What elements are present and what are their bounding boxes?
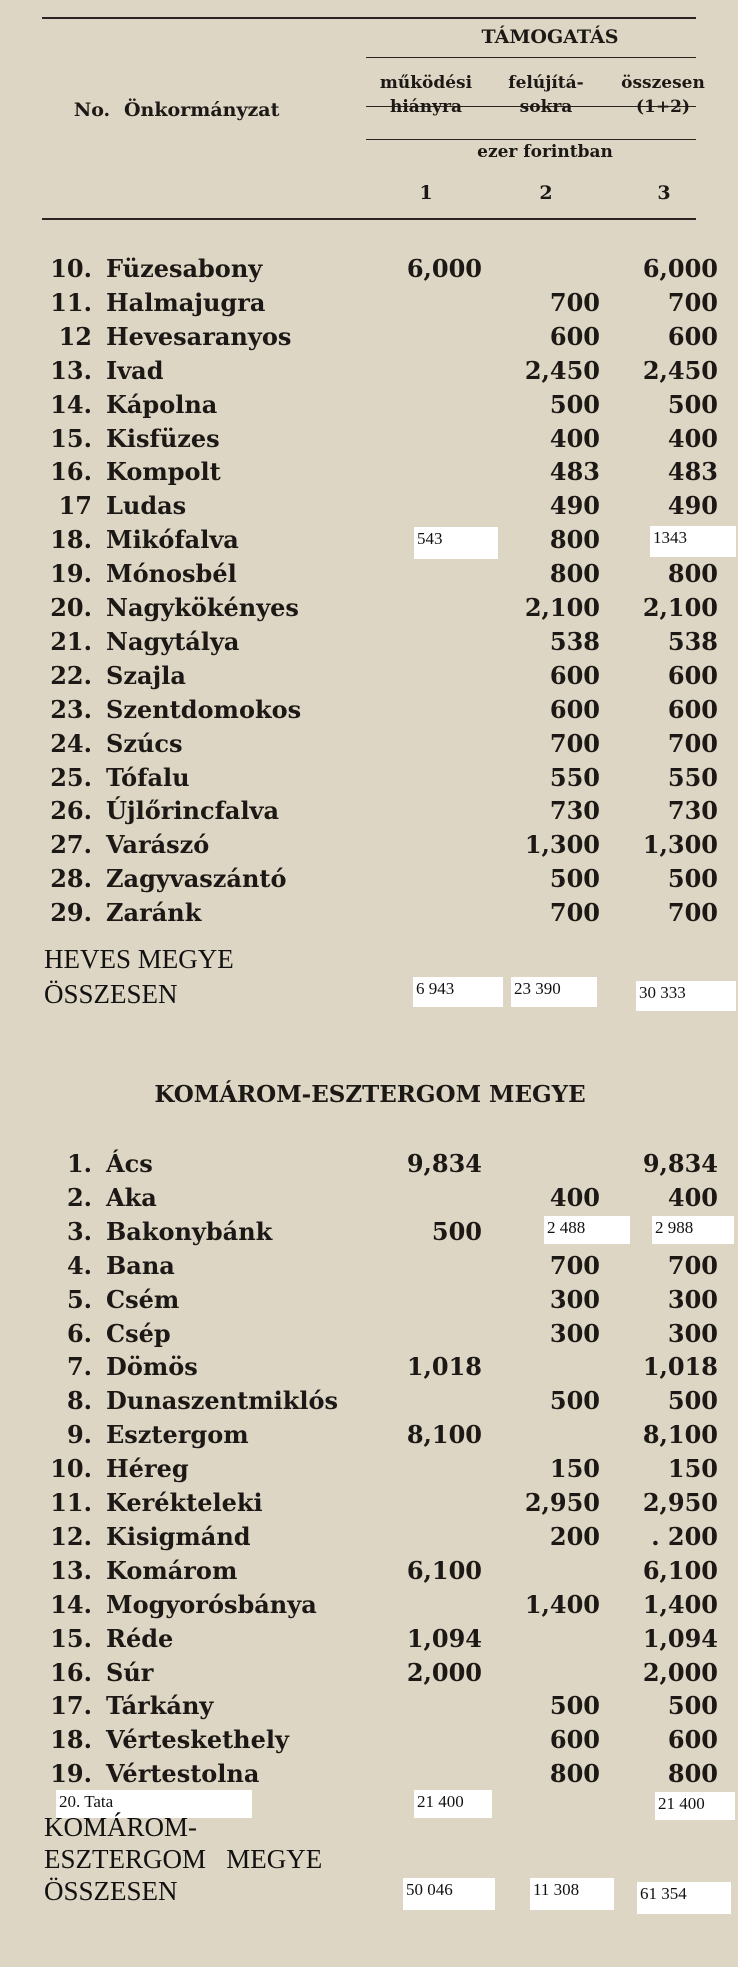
row-name: Vértestolna xyxy=(106,1759,260,1789)
row-name: Ács xyxy=(106,1149,153,1178)
mikofalva-col1-patch: 543 xyxy=(414,527,498,559)
col-1-value: 1,018 xyxy=(406,1352,482,1382)
col-3-value: 1,018 xyxy=(642,1352,718,1382)
komarom-total-col3: 61 354 xyxy=(637,1882,731,1914)
table-row xyxy=(0,523,738,557)
col-1-value: 1,094 xyxy=(406,1623,482,1653)
col-2-value: 400 xyxy=(549,1182,600,1212)
header-bottom-rule xyxy=(42,218,696,220)
col-2-value: 730 xyxy=(549,796,600,826)
row-number: 8. xyxy=(66,1386,92,1416)
table-row xyxy=(0,354,738,388)
table-row xyxy=(0,320,738,354)
header-col2-line1: felújítá- xyxy=(508,73,584,93)
row-number: 14. xyxy=(50,1589,92,1619)
row-name: Ivad xyxy=(106,355,164,385)
row-number: 14. xyxy=(50,389,92,419)
table-row xyxy=(0,1554,738,1588)
row-number: 26. xyxy=(50,796,92,826)
col-3-value: 490 xyxy=(667,491,718,521)
mikofalva-col3-patch: 1343 xyxy=(650,526,736,557)
header-col3-line2: (1+2) xyxy=(636,97,690,117)
table-row xyxy=(0,252,738,286)
table-row xyxy=(0,1588,738,1622)
col-3-value: 500 xyxy=(667,1691,718,1721)
row-number: 23. xyxy=(50,694,92,724)
row-number: 10. xyxy=(50,1454,92,1484)
col-2-value: 800 xyxy=(549,1759,600,1789)
col-2-value: 600 xyxy=(549,694,600,724)
col-2-value: 1,300 xyxy=(524,830,600,860)
col-3-value: 300 xyxy=(667,1284,718,1314)
row-number: 15. xyxy=(50,423,92,453)
col-3-value: 700 xyxy=(667,1250,718,1280)
col-2-value: 300 xyxy=(549,1284,600,1314)
row-name: Ludas xyxy=(106,491,187,521)
col-2-value: 200 xyxy=(549,1521,600,1551)
row-number: 25. xyxy=(50,762,92,792)
row-number: 1. xyxy=(66,1149,92,1178)
row-name: Tárkány xyxy=(106,1691,214,1721)
table-row xyxy=(0,1689,738,1723)
table-row xyxy=(0,625,738,659)
row-number: 7. xyxy=(66,1352,92,1382)
bakonybank-col3-patch: 2 988 xyxy=(652,1216,734,1244)
row-number: 19. xyxy=(50,559,92,589)
komarom-total-col2: 11 308 xyxy=(530,1878,614,1910)
col-2-value: 538 xyxy=(549,626,600,656)
col-3-value: 800 xyxy=(667,1759,718,1789)
row-name: Esztergom xyxy=(106,1420,249,1450)
table-row xyxy=(0,1486,738,1520)
heves-total-col2: 23 390 xyxy=(511,977,597,1007)
row-name: Komárom xyxy=(106,1555,238,1585)
row-name: Dunaszentmiklós xyxy=(106,1386,338,1416)
table-row xyxy=(0,1418,738,1452)
col-3-value: 730 xyxy=(667,796,718,826)
col-2-value: 800 xyxy=(549,525,600,555)
col-3-value: 500 xyxy=(667,864,718,894)
header-no: No. xyxy=(73,99,111,121)
table-row xyxy=(0,1249,738,1283)
row-number: 19. xyxy=(50,1759,92,1789)
row-number: 15. xyxy=(50,1623,92,1653)
col-2-value: 600 xyxy=(549,1725,600,1755)
col-3-value: 500 xyxy=(667,389,718,419)
row-number: 11. xyxy=(50,1488,92,1517)
col-3-value: 600 xyxy=(667,321,718,351)
row-name: Kápolna xyxy=(106,389,218,419)
table-row xyxy=(0,1350,738,1384)
table-row xyxy=(0,862,738,896)
col-1-value: 8,100 xyxy=(406,1420,482,1450)
row-name: Csép xyxy=(106,1318,171,1348)
table-row xyxy=(0,422,738,456)
row-number: 12. xyxy=(50,1521,92,1551)
row-name: Kisigmánd xyxy=(106,1521,251,1551)
header-num-1: 1 xyxy=(419,182,433,204)
row-number: 12 xyxy=(58,321,92,351)
col-3-value: 150 xyxy=(667,1454,718,1484)
row-name: Vérteskethely xyxy=(106,1725,289,1755)
col-3-value: 600 xyxy=(667,694,718,724)
col-3-value: 700 xyxy=(667,898,718,928)
row-number: 11. xyxy=(50,287,92,317)
table-row xyxy=(0,1656,738,1690)
komarom-total-line2: ESZTERGOM MEGYE xyxy=(44,1844,323,1874)
col-2-value: 500 xyxy=(549,389,600,419)
col-1-value: 500 xyxy=(431,1216,482,1246)
row-number: 24. xyxy=(50,728,92,758)
row-number: 22. xyxy=(50,660,92,690)
table-row xyxy=(0,489,738,523)
table-row xyxy=(0,761,738,795)
col-3-value: 2,000 xyxy=(642,1657,718,1687)
bakonybank-col2-patch: 2 488 xyxy=(544,1216,630,1244)
row-name: Mogyorósbánya xyxy=(106,1589,317,1619)
col-2-value: 700 xyxy=(549,1250,600,1280)
table-row xyxy=(0,1622,738,1656)
col-3-value: 400 xyxy=(667,1182,718,1212)
row-name: Füzesabony xyxy=(106,254,263,283)
table-row xyxy=(0,1181,738,1215)
row-number: 18. xyxy=(50,1725,92,1755)
col-3-value: . 200 xyxy=(651,1521,718,1551)
table-row xyxy=(0,896,738,930)
row-number: 2. xyxy=(66,1182,92,1212)
row-name: Réde xyxy=(106,1623,174,1653)
col-3-value: 800 xyxy=(667,559,718,589)
table-row xyxy=(0,455,738,489)
table-row xyxy=(0,591,738,625)
komarom-total-line1: KOMÁROM- xyxy=(44,1812,198,1842)
col-3-value: 9,834 xyxy=(642,1149,718,1178)
row-name: Kerékteleki xyxy=(106,1488,263,1517)
heves-total-col3: 30 333 xyxy=(636,981,736,1011)
header-num-2: 2 xyxy=(539,182,553,204)
row-number: 29. xyxy=(50,898,92,928)
header-onkormanyzat: Önkormányzat xyxy=(124,99,280,121)
col-3-value: 600 xyxy=(667,1725,718,1755)
col-3-value: 2,950 xyxy=(642,1488,718,1517)
row-name: Bakonybánk xyxy=(106,1216,273,1246)
row-name: Súr xyxy=(106,1657,154,1687)
col-3-value: 2,100 xyxy=(642,593,718,622)
header-col1-line2: hiányra xyxy=(389,97,463,117)
table-row xyxy=(0,727,738,761)
row-name: Tófalu xyxy=(106,762,190,792)
row-number: 18. xyxy=(50,525,92,555)
col-1-value: 9,834 xyxy=(406,1149,482,1178)
col-2-value: 2,100 xyxy=(524,593,600,622)
row-number: 20. xyxy=(50,593,92,622)
row-name: Csém xyxy=(106,1284,180,1314)
row-name: Zaránk xyxy=(106,898,202,928)
col-3-value: 300 xyxy=(667,1318,718,1348)
row-name: Bana xyxy=(106,1250,175,1280)
col-2-value: 550 xyxy=(549,762,600,792)
table-row xyxy=(0,794,738,828)
col-1-value: 6,100 xyxy=(406,1555,482,1585)
col-2-value: 800 xyxy=(549,559,600,589)
row-number: 16. xyxy=(50,457,92,487)
table-row xyxy=(0,1283,738,1317)
col-3-value: 2,450 xyxy=(642,355,718,385)
header-unit: ezer forintban xyxy=(477,142,613,162)
row-number: 28. xyxy=(50,864,92,894)
table-row xyxy=(0,1147,738,1181)
header-col1-line1: működési xyxy=(379,73,473,93)
col-2-value: 700 xyxy=(549,898,600,928)
row-name: Nagytálya xyxy=(106,626,240,656)
col-2-value: 300 xyxy=(549,1318,600,1348)
col-3-value: 538 xyxy=(667,626,718,656)
row-name: Mikófalva xyxy=(106,525,239,555)
col-2-value: 500 xyxy=(549,864,600,894)
col-3-value: 6,000 xyxy=(642,254,718,283)
table-row xyxy=(0,1757,738,1791)
col-2-value: 500 xyxy=(549,1386,600,1416)
row-number: 17 xyxy=(58,491,92,521)
row-number: 16. xyxy=(50,1657,92,1687)
table-row xyxy=(0,557,738,591)
row-number: 17. xyxy=(50,1691,92,1721)
header-group-label: TÁMOGATÁS xyxy=(481,26,619,48)
row-name: Kisfüzes xyxy=(106,423,220,453)
row-name: Kompolt xyxy=(106,457,221,487)
col-2-value: 600 xyxy=(549,321,600,351)
col-2-value: 2,950 xyxy=(524,1488,600,1517)
row-name: Dömös xyxy=(106,1352,198,1382)
row-name: Halmajugra xyxy=(106,287,266,317)
table-row xyxy=(0,1317,738,1351)
col-2-value: 700 xyxy=(549,287,600,317)
col-2-value: 1,400 xyxy=(524,1589,600,1619)
table-row xyxy=(0,1520,738,1554)
col-2-value: 500 xyxy=(549,1691,600,1721)
col-3-value: 8,100 xyxy=(642,1420,718,1450)
tata-label-patch: 20. Tata xyxy=(56,1790,252,1818)
row-name: Újlőrincfalva xyxy=(106,796,280,826)
col-3-value: 500 xyxy=(667,1386,718,1416)
row-name: Mónosbél xyxy=(106,559,237,589)
col-1-value: 2,000 xyxy=(406,1657,482,1687)
row-number: 21. xyxy=(50,626,92,656)
table-row xyxy=(0,1723,738,1757)
row-name: Aka xyxy=(106,1182,157,1212)
row-number: 4. xyxy=(66,1250,92,1280)
col-3-value: 1,400 xyxy=(642,1589,718,1619)
col-3-value: 1,094 xyxy=(642,1623,718,1653)
col-2-value: 600 xyxy=(549,660,600,690)
row-number: 27. xyxy=(50,830,92,860)
col-3-value: 400 xyxy=(667,423,718,453)
col-3-value: 600 xyxy=(667,660,718,690)
row-name: Nagykökényes xyxy=(106,593,299,622)
col-3-value: 550 xyxy=(667,762,718,792)
table-row xyxy=(0,828,738,862)
row-number: 9. xyxy=(66,1420,92,1450)
heves-total-line1: HEVES MEGYE xyxy=(44,944,234,974)
col-1-value: 6,000 xyxy=(406,254,482,283)
row-number: 3. xyxy=(66,1216,92,1246)
col-3-value: 700 xyxy=(667,287,718,317)
col-3-value: 6,100 xyxy=(642,1555,718,1585)
group-rule xyxy=(366,57,696,58)
row-name: Szajla xyxy=(106,660,186,690)
row-number: 5. xyxy=(66,1284,92,1314)
row-name: Varászó xyxy=(106,830,210,860)
col-3-value: 1,300 xyxy=(642,830,718,860)
table-row xyxy=(0,693,738,727)
header-col3-line1: összesen xyxy=(621,73,705,93)
table-row xyxy=(0,659,738,693)
row-number: 13. xyxy=(50,1555,92,1585)
table-row xyxy=(0,1384,738,1418)
row-number: 10. xyxy=(50,254,92,283)
col-3-value: 700 xyxy=(667,728,718,758)
col-2-value: 400 xyxy=(549,423,600,453)
row-name: Héreg xyxy=(106,1454,189,1484)
table-row xyxy=(0,286,738,320)
col-2-value: 150 xyxy=(549,1454,600,1484)
header-top-rule xyxy=(42,17,696,19)
header-num-3: 3 xyxy=(657,182,671,204)
komarom-total-col1: 50 046 xyxy=(403,1878,495,1910)
komarom-section-title: KOMÁROM-ESZTERGOM MEGYE xyxy=(154,1081,586,1108)
heves-total-col1: 6 943 xyxy=(413,977,503,1007)
tata-col3-patch: 21 400 xyxy=(655,1792,735,1820)
row-number: 13. xyxy=(50,355,92,385)
row-name: Zagyvaszántó xyxy=(106,864,287,894)
row-name: Szúcs xyxy=(106,728,183,758)
heves-total-line2: ÖSSZESEN xyxy=(44,979,178,1009)
tata-col1-patch: 21 400 xyxy=(414,1790,492,1818)
row-number: 6. xyxy=(66,1318,92,1348)
col-2-value: 483 xyxy=(549,457,600,487)
unit-bottom-rule xyxy=(366,139,696,140)
row-name: Szentdomokos xyxy=(106,694,302,724)
col-2-value: 700 xyxy=(549,728,600,758)
row-name: Hevesaranyos xyxy=(106,321,292,351)
table-row xyxy=(0,388,738,422)
col-3-value: 483 xyxy=(667,457,718,487)
table-row xyxy=(0,1452,738,1486)
col-2-value: 2,450 xyxy=(524,355,600,385)
komarom-total-line3: ÖSSZESEN xyxy=(44,1876,178,1906)
col-2-value: 490 xyxy=(549,491,600,521)
header-col2-line2: sokra xyxy=(519,97,573,117)
